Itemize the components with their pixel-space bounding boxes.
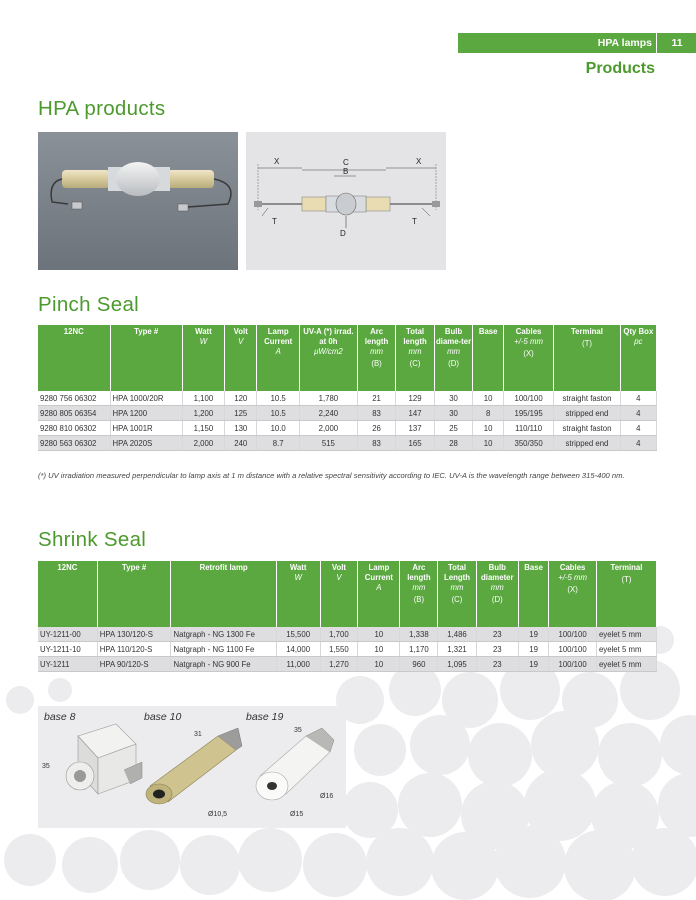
table-cell: 100/100	[549, 642, 597, 657]
lamp-dimension-diagram	[246, 132, 446, 270]
table-cell: UY-1211-00	[38, 627, 97, 642]
base-19-label: base 19	[246, 711, 284, 723]
table-cell: 1,780	[299, 391, 357, 406]
diagram-label-t-right: T	[412, 217, 417, 226]
table-cell: 120	[225, 391, 257, 406]
shrink-header-cell: Lamp Current A	[358, 561, 400, 627]
lamp-photo	[38, 132, 238, 270]
table-cell: 23	[476, 657, 518, 672]
table-cell: HPA 2020S	[110, 436, 182, 451]
table-cell: 15,500	[276, 627, 320, 642]
table-cell: 1,095	[438, 657, 476, 672]
table-cell: 10	[473, 391, 504, 406]
pinch-header-cell: Volt V	[225, 325, 257, 391]
table-cell: HPA 130/120-S	[97, 627, 171, 642]
shrink-header-cell: Watt W	[276, 561, 320, 627]
page-number: 11	[656, 33, 696, 53]
table-cell: 14,000	[276, 642, 320, 657]
table-cell: 30	[434, 406, 473, 421]
shrink-header-cell: Terminal (T)	[596, 561, 656, 627]
base-10-label: base 10	[144, 711, 182, 723]
base-19-diameter-1: Ø16	[320, 793, 334, 800]
table-cell: 100/100	[503, 391, 553, 406]
table-cell: 100/100	[549, 657, 597, 672]
table-cell: 100/100	[549, 627, 597, 642]
table-cell: UY-1211	[38, 657, 97, 672]
table-cell: 4	[620, 406, 656, 421]
base-19-length: 35	[294, 727, 302, 734]
diagram-label-c: C	[343, 158, 349, 167]
table-cell: 9280 805 06354	[38, 406, 110, 421]
table-cell: eyelet 5 mm	[596, 657, 656, 672]
table-cell: 240	[225, 436, 257, 451]
table-cell: eyelet 5 mm	[596, 627, 656, 642]
table-cell: HPA 1001R	[110, 421, 182, 436]
table-cell: 11,000	[276, 657, 320, 672]
table-row	[38, 657, 657, 672]
pinch-seal-table	[38, 325, 657, 451]
table-cell: 1,550	[320, 642, 358, 657]
shrink-header-cell: Retrofit lamp	[171, 561, 276, 627]
pinch-seal-heading: Pinch Seal	[38, 293, 140, 316]
table-cell: 23	[476, 627, 518, 642]
table-cell: HPA 1200	[110, 406, 182, 421]
base-8-dimension: 35	[42, 763, 50, 770]
table-cell: 10	[358, 657, 400, 672]
base-19-drawing	[256, 727, 334, 818]
pinch-header-cell: Qty Box pc	[620, 325, 656, 391]
pinch-header-cell: 12NC	[38, 325, 110, 391]
table-cell: 129	[396, 391, 434, 406]
pinch-header-cell: Base	[473, 325, 504, 391]
table-cell: 515	[299, 436, 357, 451]
base-10-length: 31	[194, 731, 202, 738]
table-cell: 2,000	[182, 436, 224, 451]
table-cell: HPA 110/120-S	[97, 642, 171, 657]
table-cell: 83	[357, 406, 395, 421]
table-cell: 10.5	[257, 391, 300, 406]
table-cell: HPA 1000/20R	[110, 391, 182, 406]
table-cell: 2,240	[299, 406, 357, 421]
table-cell: 26	[357, 421, 395, 436]
pinch-header-cell: Cables +/-5 mm (X)	[503, 325, 553, 391]
pinch-header-cell: Type #	[110, 325, 182, 391]
table-cell: 2,000	[299, 421, 357, 436]
diagram-label-b: B	[343, 167, 349, 176]
table-cell: HPA 90/120-S	[97, 657, 171, 672]
table-cell: 10	[473, 436, 504, 451]
table-row	[38, 421, 657, 436]
table-cell: 10	[358, 642, 400, 657]
table-row	[38, 642, 657, 657]
table-cell: 1,338	[400, 627, 438, 642]
pinch-header-cell: Total length mm (C)	[396, 325, 434, 391]
table-cell: straight faston	[554, 391, 620, 406]
table-cell: 10.0	[257, 421, 300, 436]
pinch-header-cell: Watt W	[182, 325, 224, 391]
section-label: Products	[585, 60, 655, 77]
table-cell: 147	[396, 406, 434, 421]
table-cell: 165	[396, 436, 434, 451]
table-cell: stripped end	[554, 406, 620, 421]
table-cell: 350/350	[503, 436, 553, 451]
table-cell: 1,150	[182, 421, 224, 436]
table-cell: 19	[518, 657, 548, 672]
hpa-products-heading: HPA products	[38, 97, 166, 120]
table-cell: 19	[518, 627, 548, 642]
table-cell: 195/195	[503, 406, 553, 421]
table-cell: 23	[476, 642, 518, 657]
base-types-illustration	[38, 706, 346, 828]
table-cell: straight faston	[554, 421, 620, 436]
table-cell: 10.5	[257, 406, 300, 421]
shrink-seal-table	[38, 561, 657, 672]
table-cell: 4	[620, 421, 656, 436]
shrink-header-cell: Arc length mm (B)	[400, 561, 438, 627]
table-cell: 8.7	[257, 436, 300, 451]
table-cell: 1,200	[182, 406, 224, 421]
table-cell: 83	[357, 436, 395, 451]
pinch-header-cell: Bulb diame-ter mm (D)	[434, 325, 473, 391]
table-cell: 130	[225, 421, 257, 436]
diagram-label-d: D	[340, 229, 346, 238]
diagram-label-x-left: X	[274, 157, 280, 166]
table-cell: 10	[473, 421, 504, 436]
base-10-drawing	[146, 728, 242, 818]
table-cell: 110/110	[503, 421, 553, 436]
table-cell: 30	[434, 391, 473, 406]
table-cell: 1,270	[320, 657, 358, 672]
table-row	[38, 627, 657, 642]
table-cell: 1,170	[400, 642, 438, 657]
table-cell: 9280 810 06302	[38, 421, 110, 436]
pinch-header-cell: Arc length mm (B)	[357, 325, 395, 391]
table-cell: 4	[620, 391, 656, 406]
shrink-header-cell: Total Length mm (C)	[438, 561, 476, 627]
table-cell: 125	[225, 406, 257, 421]
table-row	[38, 391, 657, 406]
shrink-header-cell: Volt V	[320, 561, 358, 627]
shrink-seal-heading: Shrink Seal	[38, 528, 147, 551]
table-cell: eyelet 5 mm	[596, 642, 656, 657]
table-cell: 137	[396, 421, 434, 436]
table-cell: Natgraph - NG 1100 Fe	[171, 642, 276, 657]
shrink-header-cell: Base	[518, 561, 548, 627]
base-10-diameter: Ø10,5	[208, 811, 228, 818]
base-8-drawing	[42, 724, 142, 794]
diagram-label-t-left: T	[272, 217, 277, 226]
pinch-header-cell: UV-A (*) irrad. at 0h μW/cm2	[299, 325, 357, 391]
table-cell: 1,486	[438, 627, 476, 642]
pinch-header-cell: Lamp Current A	[257, 325, 300, 391]
table-cell: 960	[400, 657, 438, 672]
table-cell: 1,100	[182, 391, 224, 406]
table-row	[38, 406, 657, 421]
table-cell: 21	[357, 391, 395, 406]
base-8-label: base 8	[44, 711, 76, 723]
table-cell: 9280 756 06302	[38, 391, 110, 406]
table-cell: stripped end	[554, 436, 620, 451]
table-cell: 8	[473, 406, 504, 421]
diagram-label-x-right: X	[416, 157, 422, 166]
uv-footnote: (*) UV irradiation measured perpendicular to lamp axis at 1 m distance with a relative spectral sensitivity according to IEC. UV-A is the wavelength range between 315-400 nm.	[38, 471, 625, 480]
table-cell: 1,700	[320, 627, 358, 642]
shrink-header-cell: 12NC	[38, 561, 97, 627]
table-cell: Natgraph - NG 900 Fe	[171, 657, 276, 672]
pinch-header-cell: Terminal (T)	[554, 325, 620, 391]
table-cell: 4	[620, 436, 656, 451]
shrink-header-cell: Cables +/-5 mm (X)	[549, 561, 597, 627]
shrink-header-cell: Bulb diameter mm (D)	[476, 561, 518, 627]
table-cell: 25	[434, 421, 473, 436]
table-row	[38, 436, 657, 451]
shrink-header-cell: Type #	[97, 561, 171, 627]
base-19-diameter-2: Ø15	[290, 811, 304, 818]
table-cell: 1,321	[438, 642, 476, 657]
table-cell: 19	[518, 642, 548, 657]
table-cell: 10	[358, 627, 400, 642]
table-cell: 28	[434, 436, 473, 451]
table-cell: Natgraph - NG 1300 Fe	[171, 627, 276, 642]
header-title: HPA lamps	[597, 37, 652, 49]
table-cell: 9280 563 06302	[38, 436, 110, 451]
table-cell: UY-1211-10	[38, 642, 97, 657]
